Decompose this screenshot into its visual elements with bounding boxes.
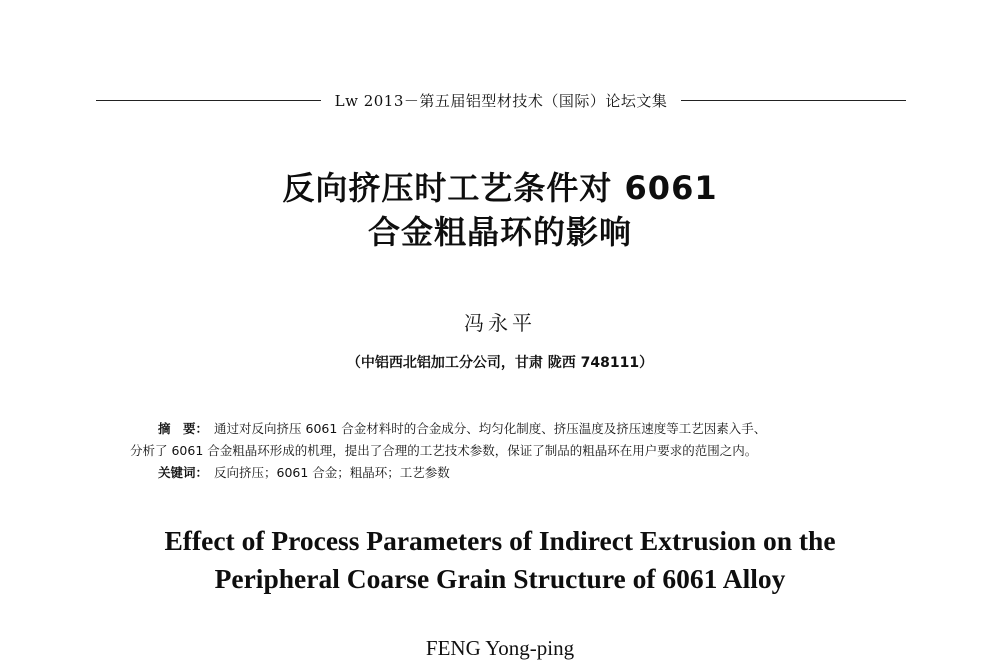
title-chinese-line-1: 反向挤压时工艺条件对 6061 <box>282 169 718 207</box>
abstract-block <box>130 418 890 484</box>
running-header <box>96 88 906 112</box>
abstract-text-2: 分析了 6061 合金粗晶环形成的机理，提出了合理的工艺技术参数，保证了制品的粗晶环在用户要求的范围之内。 <box>130 443 758 458</box>
keywords-line <box>130 462 890 484</box>
title-english-line-1: Effect of Process Parameters of Indirect Extrusion on the <box>164 525 836 556</box>
running-header-text: Lw 2013－第五届铝型材技术（国际）论坛文集 <box>334 91 668 110</box>
author-english: FENG Yong-ping <box>425 636 575 660</box>
keywords-text: 反向挤压；6061 合金；粗晶环；工艺参数 <box>214 465 450 480</box>
author-chinese: 冯永平 <box>464 311 536 335</box>
header-rule-right <box>681 100 906 101</box>
header-rule-left <box>96 100 321 101</box>
title-chinese-line-2: 合金粗晶环的影响 <box>367 213 632 251</box>
abstract-line-2 <box>130 440 890 462</box>
title-chinese <box>0 166 1000 254</box>
abstract-label: 摘 要： <box>158 421 209 436</box>
abstract-line-1 <box>130 418 890 440</box>
keywords-label: 关键词： <box>158 465 209 480</box>
title-english <box>0 522 1000 598</box>
abstract-text-1: 通过对反向挤压 6061 合金材料时的合金成分、均匀化制度、挤压温度及挤压速度等工艺因素入手、 <box>214 421 767 436</box>
affiliation-chinese: （中铝西北铝加工分公司，甘肃 陇西 748111） <box>346 355 654 371</box>
title-english-line-2: Peripheral Coarse Grain Structure of 6061 Alloy <box>214 563 786 594</box>
